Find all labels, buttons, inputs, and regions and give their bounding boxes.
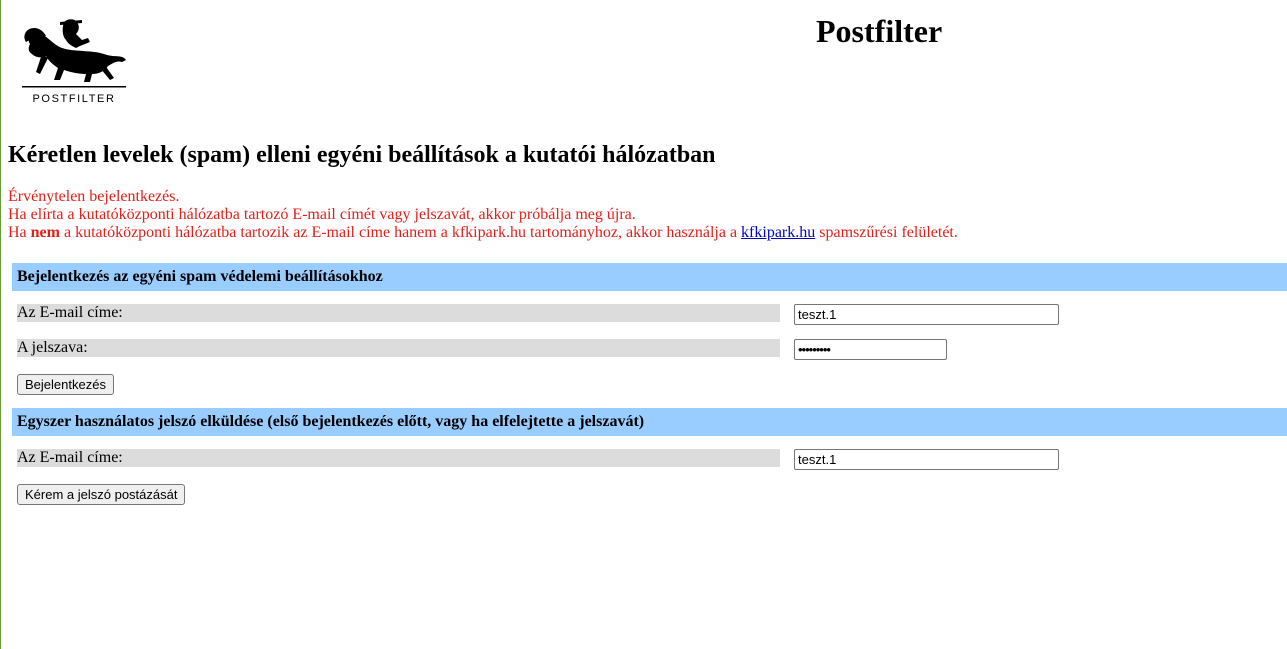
error-line-3-suffix: spamszűrési felületét.: [815, 224, 958, 241]
error-line-2: Ha elírta a kutatóközponti hálózatba tartozó E-mail címét vagy jelszavát, akkor próbálja meg újra.: [8, 206, 636, 223]
send-password-button[interactable]: Kérem a jelszó postázását: [17, 484, 185, 505]
error-line-1: Érvénytelen bejelentkezés.: [8, 188, 180, 205]
kfkipark-link[interactable]: kfkipark.hu: [741, 224, 816, 241]
error-line-3-prefix: Ha: [8, 224, 31, 241]
login-password-input[interactable]: [794, 339, 947, 360]
error-line-3: [8, 224, 958, 242]
otp-section-header: Egyszer használatos jelszó elküldése (első bejelentkezés előtt, vagy ha elfelejtette a jelszavát): [12, 408, 1287, 436]
login-email-input[interactable]: [794, 304, 1059, 325]
otp-email-input[interactable]: [794, 449, 1059, 470]
login-email-label: Az E-mail címe:: [17, 304, 780, 322]
login-section-header: Bejelentkezés az egyéni spam védelemi beállításokhoz: [12, 263, 1287, 291]
error-line-3-middle: a kutatóközponti hálózatba tartozik az E-mail címe hanem a kfkipark.hu tartományhoz, akkor használja a: [59, 224, 742, 241]
logo-text: POSTFILTER: [32, 93, 116, 105]
postfilter-logo: [18, 14, 130, 108]
site-title: Postfilter: [816, 13, 943, 49]
left-border: [0, 0, 1, 649]
login-button[interactable]: Bejelentkezés: [17, 374, 114, 395]
error-line-3-bold: nem: [30, 224, 60, 241]
error-message: [8, 188, 958, 242]
otp-email-label: Az E-mail címe:: [17, 449, 780, 467]
page-heading: Kéretlen levelek (spam) elleni egyéni beállítások a kutatói hálózatban: [8, 142, 716, 168]
rider-silhouette-icon: [18, 14, 130, 92]
login-password-label: A jelszava:: [17, 339, 780, 357]
